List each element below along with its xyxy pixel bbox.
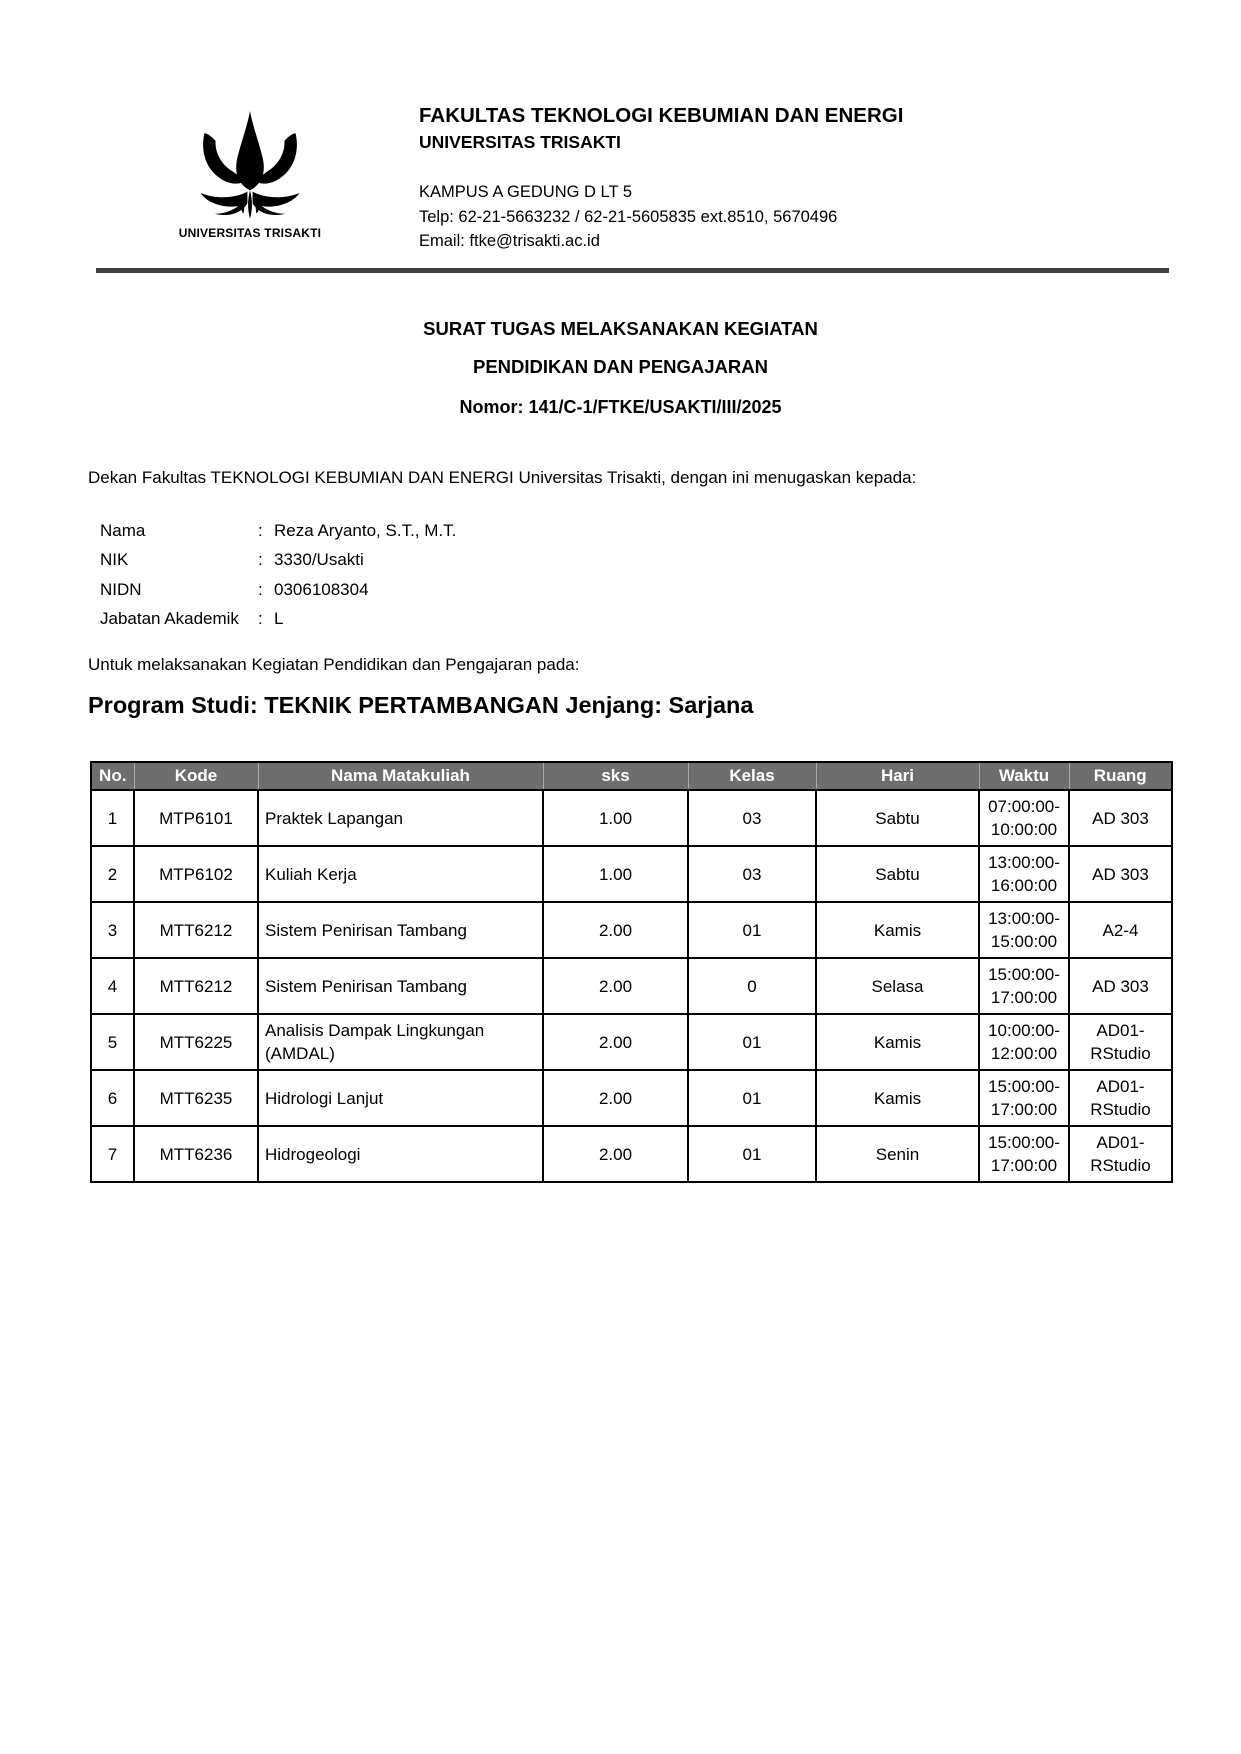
table-cell: MTT6212: [134, 902, 258, 958]
table-cell: AD01-RStudio: [1069, 1014, 1172, 1070]
detail-label: NIDN: [100, 579, 142, 599]
column-header: Hari: [816, 762, 979, 790]
schedule-table: [90, 761, 1173, 1183]
document-title-line-2: PENDIDIKAN DAN PENGAJARAN: [473, 356, 768, 377]
table-cell: 13:00:00-16:00:00: [979, 846, 1069, 902]
assignment-paragraph: Untuk melaksanakan Kegiatan Pendidikan dan Pengajaran pada:: [88, 655, 580, 674]
table-cell: 01: [688, 1126, 816, 1182]
table-cell: Hidrologi Lanjut: [258, 1070, 543, 1126]
table-cell: 4: [91, 958, 134, 1014]
table-cell: 6: [91, 1070, 134, 1126]
table-cell: Hidrogeologi: [258, 1126, 543, 1182]
table-cell: AD 303: [1069, 958, 1172, 1014]
table-cell: MTT6235: [134, 1070, 258, 1126]
program-heading: Program Studi: TEKNIK PERTAMBANGAN Jenjang: Sarjana: [88, 692, 754, 718]
column-header: Kode: [134, 762, 258, 790]
table-cell: MTP6102: [134, 846, 258, 902]
table-cell: 1: [91, 790, 134, 846]
detail-row: [100, 605, 1000, 635]
intro-paragraph: Dekan Fakultas TEKNOLOGI KEBUMIAN DAN ENERGI Universitas Trisakti, dengan ini menugaskan kepada:: [88, 468, 917, 487]
table-cell: 13:00:00-15:00:00: [979, 902, 1069, 958]
address-email: Email: ftke@trisakti.ac.id: [419, 232, 600, 250]
details-block: [100, 516, 1000, 634]
detail-value: Reza Aryanto, S.T., M.T.: [274, 520, 457, 540]
table-cell: 2: [91, 846, 134, 902]
table-cell: Kamis: [816, 1070, 979, 1126]
logo-caption: UNIVERSITAS TRISAKTI: [178, 226, 322, 240]
detail-row: [100, 575, 1000, 605]
table-cell: 10:00:00-12:00:00: [979, 1014, 1069, 1070]
table-cell: 07:00:00-10:00:00: [979, 790, 1069, 846]
table-cell: 2.00: [543, 1070, 688, 1126]
table-cell: 03: [688, 846, 816, 902]
table-cell: 01: [688, 1070, 816, 1126]
table-cell: MTT6225: [134, 1014, 258, 1070]
letterhead-separator-rule: [96, 268, 1169, 273]
table-cell: AD 303: [1069, 846, 1172, 902]
table-cell: Senin: [816, 1126, 979, 1182]
university-name: UNIVERSITAS TRISAKTI: [419, 132, 621, 152]
document-number: Nomor: 141/C-1/FTKE/USAKTI/III/2025: [459, 397, 782, 417]
letterhead: [419, 102, 1059, 254]
table-row: [91, 1014, 1172, 1070]
table-cell: 15:00:00-17:00:00: [979, 1070, 1069, 1126]
table-cell: 1.00: [543, 790, 688, 846]
table-row: [91, 1126, 1172, 1182]
column-header: Kelas: [688, 762, 816, 790]
table-cell: MTT6236: [134, 1126, 258, 1182]
detail-label: NIK: [100, 550, 129, 570]
table-cell: Kuliah Kerja: [258, 846, 543, 902]
schedule-table-wrapper: [90, 761, 1173, 1183]
table-cell: 5: [91, 1014, 134, 1070]
schedule-table-body: [91, 790, 1172, 1182]
detail-label: Jabatan Akademik: [100, 609, 239, 629]
table-cell: 01: [688, 902, 816, 958]
table-cell: A2-4: [1069, 902, 1172, 958]
column-header: Waktu: [979, 762, 1069, 790]
table-cell: Sistem Penirisan Tambang: [258, 958, 543, 1014]
address-campus: KAMPUS A GEDUNG D LT 5: [419, 183, 633, 201]
table-cell: 3: [91, 902, 134, 958]
table-cell: 2.00: [543, 958, 688, 1014]
table-cell: MTT6212: [134, 958, 258, 1014]
address-phone: Telp: 62-21-5663232 / 62-21-5605835 ext.8510, 5670496: [419, 207, 838, 226]
table-row: [91, 958, 1172, 1014]
detail-value: 3330/Usakti: [274, 550, 364, 570]
table-cell: Praktek Lapangan: [258, 790, 543, 846]
detail-separator: :: [258, 609, 263, 629]
detail-row: [100, 546, 1000, 576]
detail-separator: :: [258, 550, 263, 570]
table-cell: 1.00: [543, 846, 688, 902]
table-cell: 15:00:00-17:00:00: [979, 1126, 1069, 1182]
column-header: Nama Matakuliah: [258, 762, 543, 790]
column-header: No.: [91, 762, 134, 790]
faculty-name: FAKULTAS TEKNOLOGI KEBUMIAN DAN ENERGI: [419, 104, 904, 127]
table-cell: 2.00: [543, 902, 688, 958]
column-header: Ruang: [1069, 762, 1172, 790]
table-row: [91, 846, 1172, 902]
schedule-table-header-row: [91, 762, 1172, 790]
table-row: [91, 1070, 1172, 1126]
table-cell: MTP6101: [134, 790, 258, 846]
trisakti-trident-logo-icon: [185, 104, 315, 226]
table-row: [91, 790, 1172, 846]
table-cell: 15:00:00-17:00:00: [979, 958, 1069, 1014]
table-cell: AD01-RStudio: [1069, 1070, 1172, 1126]
table-cell: 7: [91, 1126, 134, 1182]
detail-row: [100, 516, 1000, 546]
detail-separator: :: [258, 520, 263, 540]
table-cell: Sistem Penirisan Tambang: [258, 902, 543, 958]
table-cell: AD 303: [1069, 790, 1172, 846]
table-cell: 0: [688, 958, 816, 1014]
table-cell: Analisis Dampak Lingkungan (AMDAL): [258, 1014, 543, 1070]
table-cell: Sabtu: [816, 846, 979, 902]
table-cell: Kamis: [816, 902, 979, 958]
column-header: sks: [543, 762, 688, 790]
detail-value: 0306108304: [274, 579, 369, 599]
detail-label: Nama: [100, 520, 146, 540]
table-cell: 2.00: [543, 1014, 688, 1070]
detail-value: L: [274, 609, 284, 629]
table-row: [91, 902, 1172, 958]
table-cell: Selasa: [816, 958, 979, 1014]
table-cell: 2.00: [543, 1126, 688, 1182]
table-cell: AD01-RStudio: [1069, 1126, 1172, 1182]
document-title-line-1: SURAT TUGAS MELAKSANAKAN KEGIATAN: [423, 318, 818, 339]
letterhead-address: [419, 180, 1059, 254]
table-cell: Sabtu: [816, 790, 979, 846]
table-cell: 03: [688, 790, 816, 846]
detail-separator: :: [258, 579, 263, 599]
table-cell: 01: [688, 1014, 816, 1070]
table-cell: Kamis: [816, 1014, 979, 1070]
